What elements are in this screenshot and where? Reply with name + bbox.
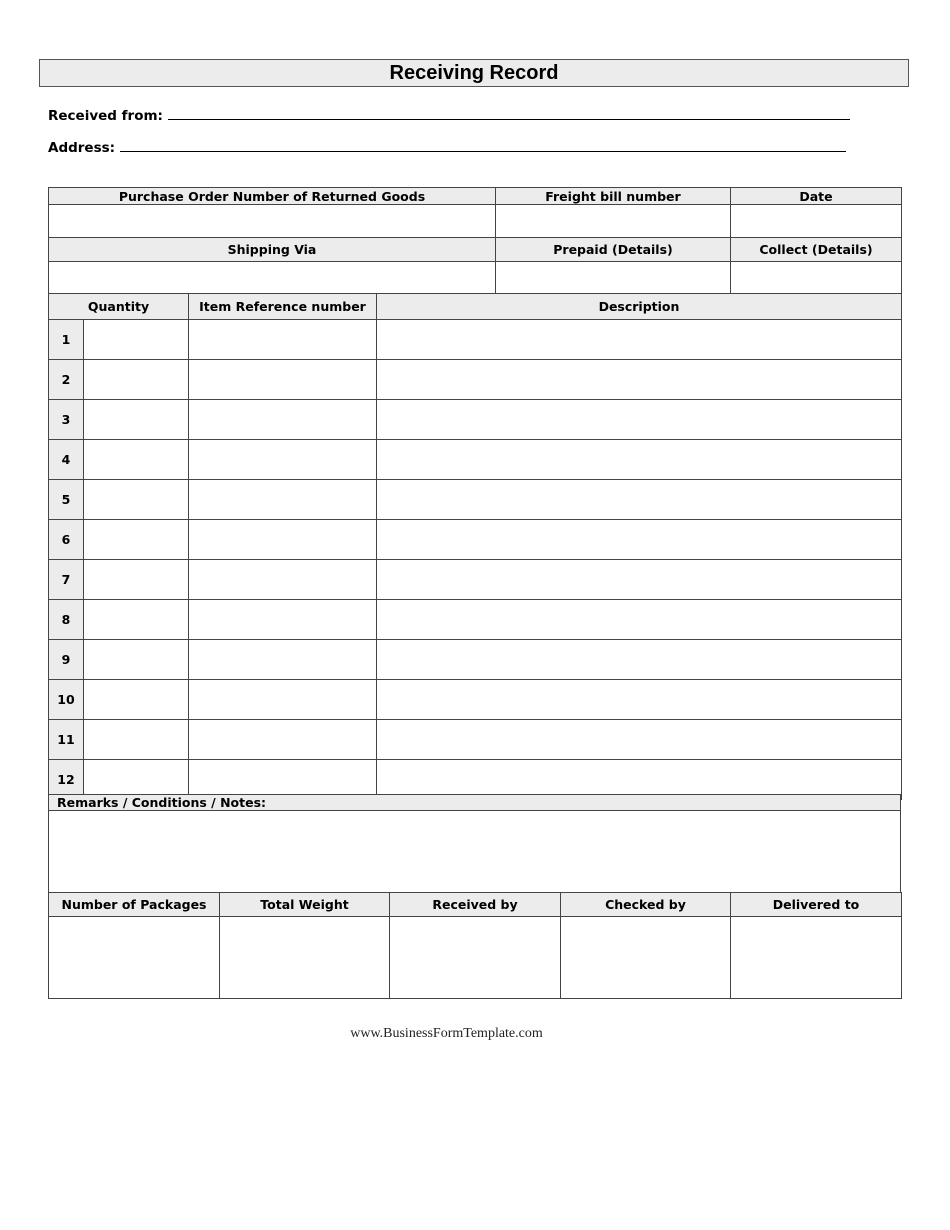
table-row bbox=[49, 440, 902, 480]
item-reference-cell[interactable] bbox=[189, 440, 377, 480]
date-header: Date bbox=[731, 188, 902, 205]
collect-header: Collect (Details) bbox=[731, 238, 902, 262]
item-reference-cell[interactable] bbox=[189, 680, 377, 720]
address-field[interactable] bbox=[120, 138, 846, 152]
po-number-cell[interactable] bbox=[49, 205, 496, 238]
description-cell[interactable] bbox=[377, 640, 902, 680]
table-row bbox=[49, 400, 902, 440]
row-number: 6 bbox=[49, 520, 84, 560]
footer-website: www.BusinessFormTemplate.com bbox=[350, 1026, 543, 1041]
description-cell[interactable] bbox=[377, 320, 902, 360]
row-number: 1 bbox=[49, 320, 84, 360]
row-number: 5 bbox=[49, 480, 84, 520]
item-reference-cell[interactable] bbox=[189, 320, 377, 360]
row-number: 12 bbox=[49, 760, 84, 800]
delivered-to-header: Delivered to bbox=[731, 893, 902, 917]
quantity-cell[interactable] bbox=[84, 640, 189, 680]
page-title: Receiving Record bbox=[39, 59, 909, 87]
description-cell[interactable] bbox=[377, 400, 902, 440]
table-row bbox=[49, 560, 902, 600]
package-info-table bbox=[48, 892, 902, 999]
table-row bbox=[49, 600, 902, 640]
table-row bbox=[49, 640, 902, 680]
item-reference-cell[interactable] bbox=[189, 400, 377, 440]
item-reference-cell[interactable] bbox=[189, 560, 377, 600]
total-weight-header: Total Weight bbox=[220, 893, 390, 917]
table-row bbox=[49, 480, 902, 520]
description-cell[interactable] bbox=[377, 600, 902, 640]
description-cell[interactable] bbox=[377, 480, 902, 520]
remarks-field[interactable] bbox=[49, 811, 901, 893]
item-reference-cell[interactable] bbox=[189, 600, 377, 640]
total-weight-cell[interactable] bbox=[220, 917, 390, 999]
table-row bbox=[49, 320, 902, 360]
received-from-field[interactable] bbox=[168, 106, 850, 120]
item-reference-cell[interactable] bbox=[189, 480, 377, 520]
item-reference-cell[interactable] bbox=[189, 520, 377, 560]
description-cell[interactable] bbox=[377, 560, 902, 600]
row-number: 4 bbox=[49, 440, 84, 480]
row-number: 10 bbox=[49, 680, 84, 720]
quantity-cell[interactable] bbox=[84, 360, 189, 400]
shipping-via-header: Shipping Via bbox=[49, 238, 496, 262]
row-number: 11 bbox=[49, 720, 84, 760]
checked-by-header: Checked by bbox=[561, 893, 731, 917]
table-row bbox=[49, 360, 902, 400]
address-row bbox=[48, 138, 846, 156]
row-number: 8 bbox=[49, 600, 84, 640]
item-reference-cell[interactable] bbox=[189, 720, 377, 760]
address-label: Address: bbox=[48, 140, 116, 156]
number-of-packages-header: Number of Packages bbox=[49, 893, 220, 917]
item-reference-cell[interactable] bbox=[189, 640, 377, 680]
description-cell[interactable] bbox=[377, 440, 902, 480]
quantity-cell[interactable] bbox=[84, 440, 189, 480]
table-row bbox=[49, 520, 902, 560]
quantity-cell[interactable] bbox=[84, 680, 189, 720]
description-cell[interactable] bbox=[377, 680, 902, 720]
quantity-header: Quantity bbox=[49, 294, 189, 320]
prepaid-header: Prepaid (Details) bbox=[496, 238, 731, 262]
remarks-section bbox=[48, 794, 901, 893]
number-of-packages-cell[interactable] bbox=[49, 917, 220, 999]
row-number: 7 bbox=[49, 560, 84, 600]
row-number: 9 bbox=[49, 640, 84, 680]
quantity-cell[interactable] bbox=[84, 520, 189, 560]
description-cell[interactable] bbox=[377, 360, 902, 400]
items-table bbox=[48, 293, 902, 800]
table-row bbox=[49, 720, 902, 760]
quantity-cell[interactable] bbox=[84, 600, 189, 640]
row-number: 3 bbox=[49, 400, 84, 440]
item-reference-cell[interactable] bbox=[189, 360, 377, 400]
description-header: Description bbox=[377, 294, 902, 320]
quantity-cell[interactable] bbox=[84, 720, 189, 760]
item-reference-header: Item Reference number bbox=[189, 294, 377, 320]
received-by-cell[interactable] bbox=[390, 917, 561, 999]
order-info-table bbox=[48, 187, 902, 294]
description-cell[interactable] bbox=[377, 520, 902, 560]
description-cell[interactable] bbox=[377, 720, 902, 760]
received-from-label: Received from: bbox=[48, 108, 163, 124]
received-by-header: Received by bbox=[390, 893, 561, 917]
freight-bill-cell[interactable] bbox=[496, 205, 731, 238]
po-number-header: Purchase Order Number of Returned Goods bbox=[49, 188, 496, 205]
quantity-cell[interactable] bbox=[84, 560, 189, 600]
collect-cell[interactable] bbox=[731, 262, 902, 294]
quantity-cell[interactable] bbox=[84, 320, 189, 360]
freight-bill-header: Freight bill number bbox=[496, 188, 731, 205]
row-number: 2 bbox=[49, 360, 84, 400]
received-from-row bbox=[48, 106, 850, 124]
quantity-cell[interactable] bbox=[84, 400, 189, 440]
shipping-via-cell[interactable] bbox=[49, 262, 496, 294]
checked-by-cell[interactable] bbox=[561, 917, 731, 999]
table-row bbox=[49, 680, 902, 720]
delivered-to-cell[interactable] bbox=[731, 917, 902, 999]
remarks-label: Remarks / Conditions / Notes: bbox=[49, 795, 901, 811]
prepaid-cell[interactable] bbox=[496, 262, 731, 294]
quantity-cell[interactable] bbox=[84, 480, 189, 520]
date-cell[interactable] bbox=[731, 205, 902, 238]
